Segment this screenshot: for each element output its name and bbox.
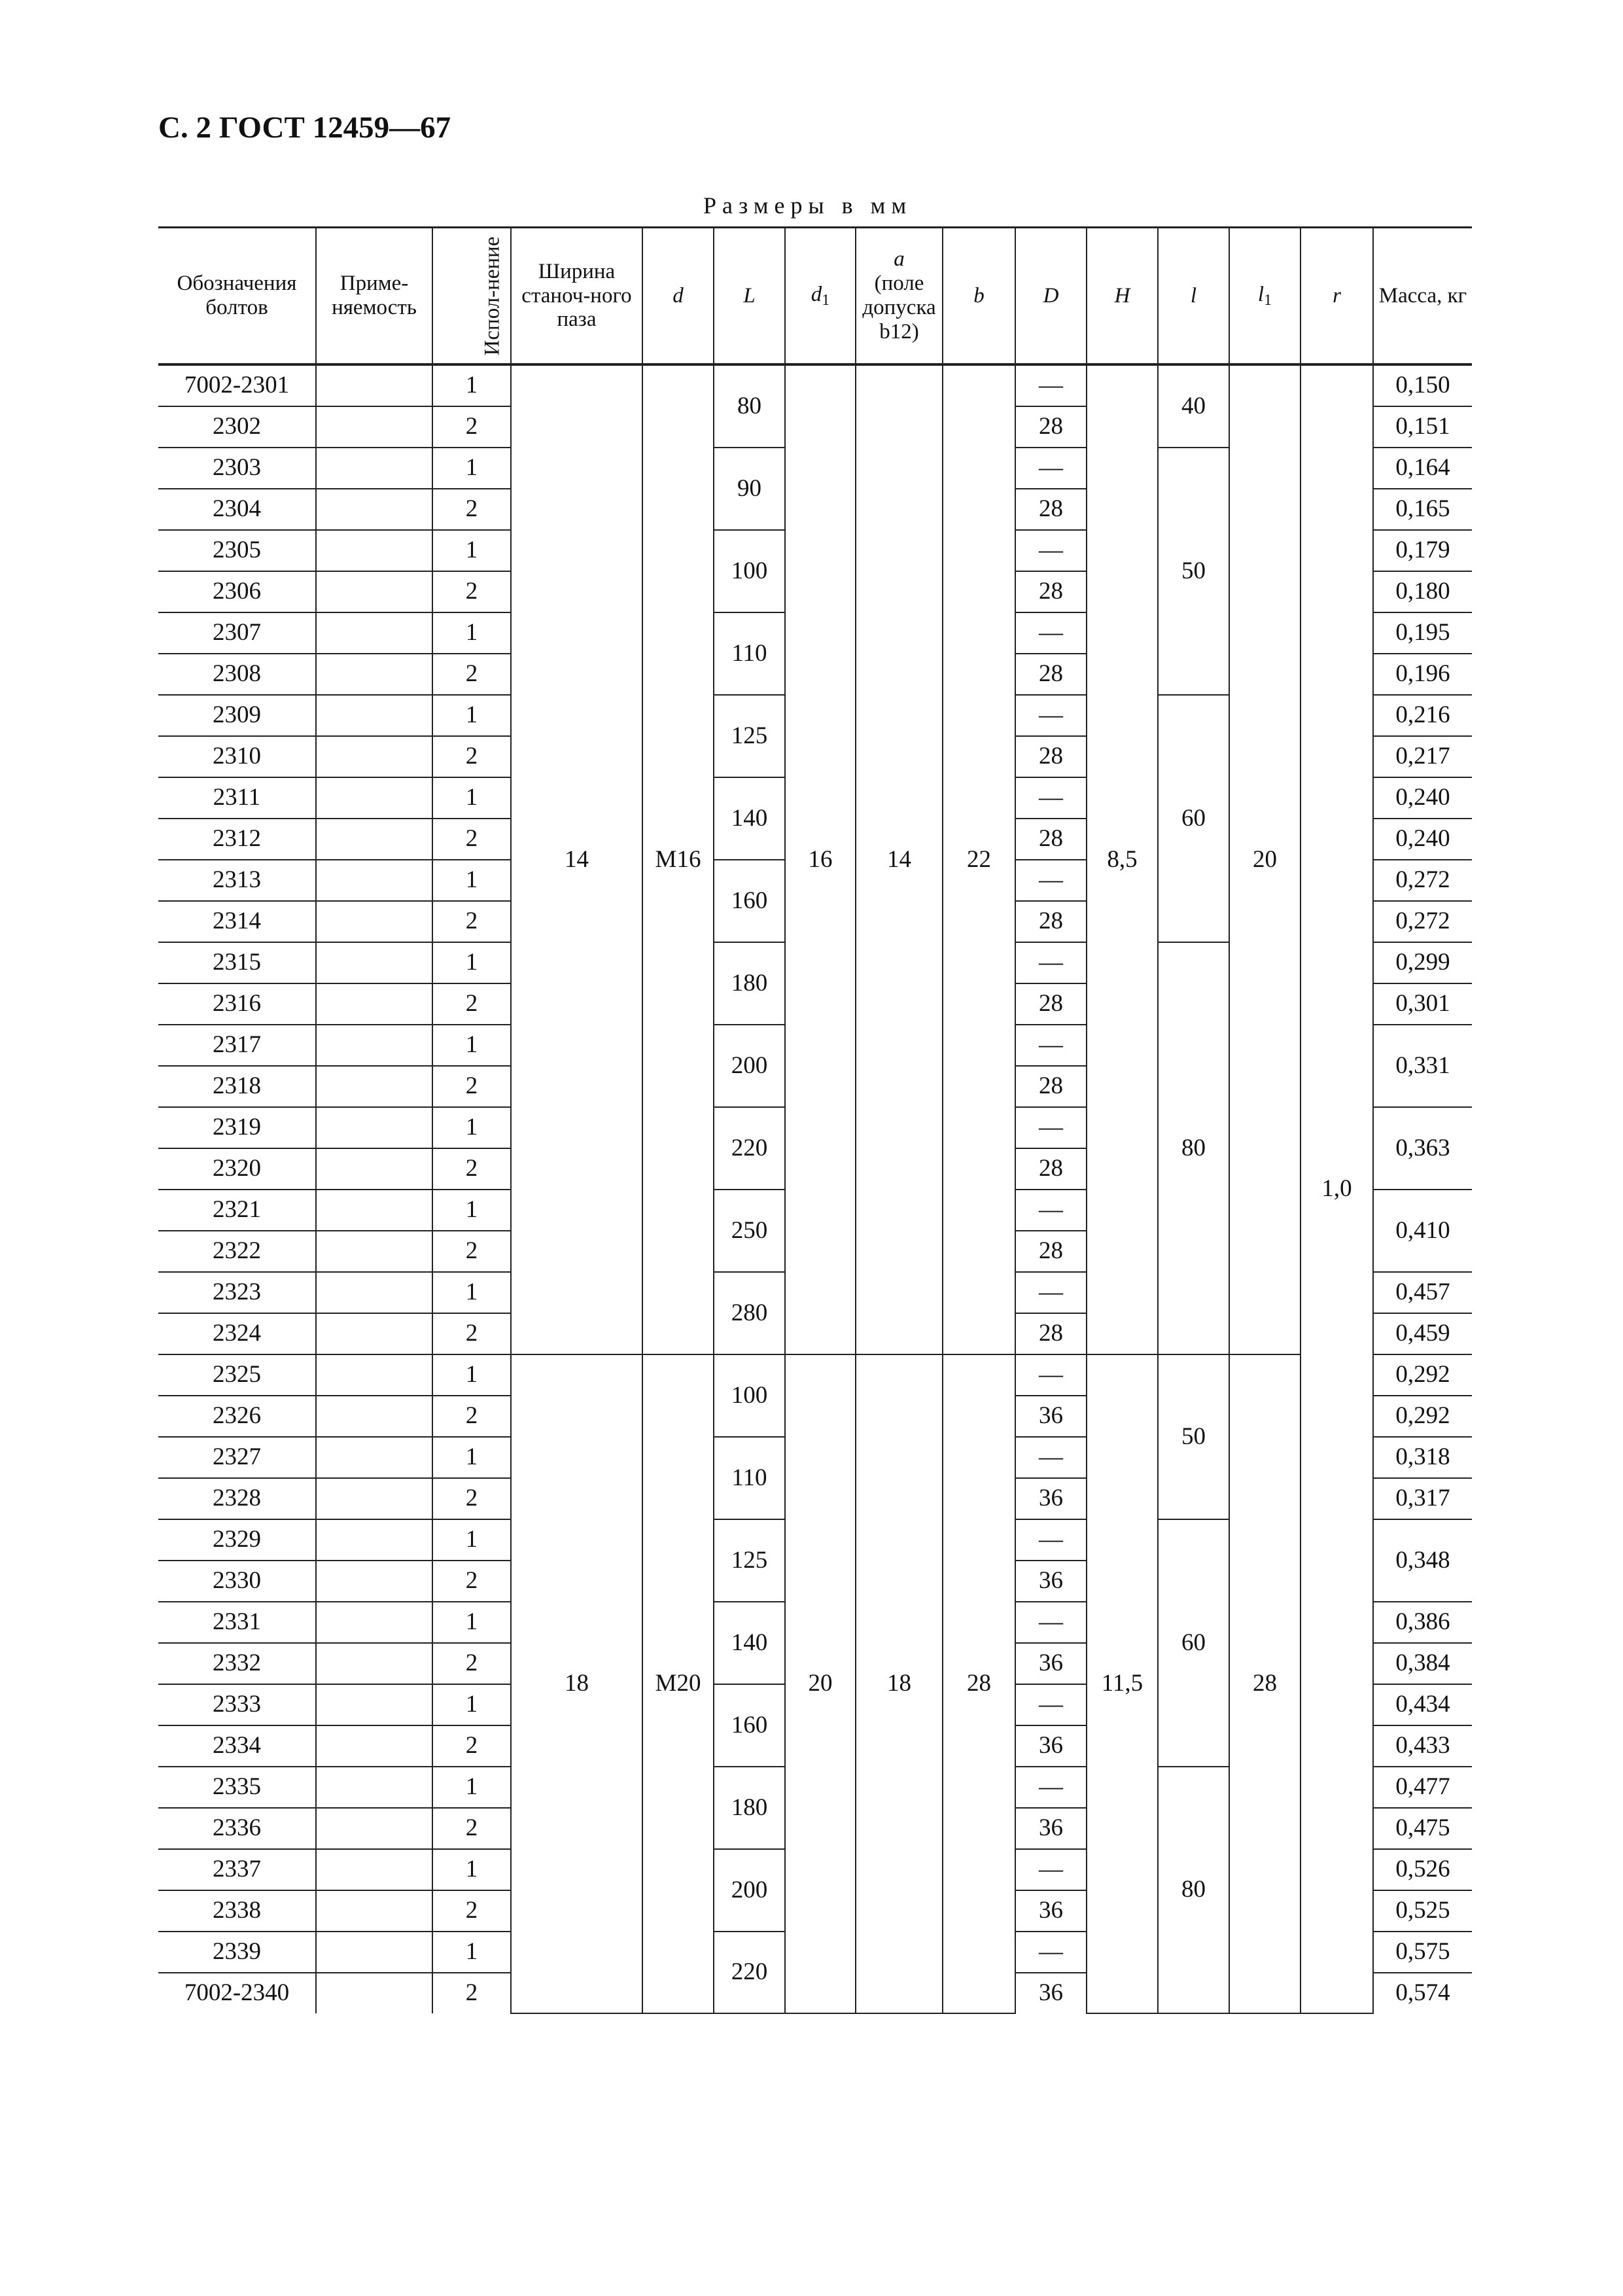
- header-mass: Масса, кг: [1373, 228, 1472, 365]
- cell-D: 28: [1015, 1148, 1087, 1190]
- cell-mass: 0,272: [1373, 901, 1472, 942]
- cell-designation: 2339: [158, 1932, 316, 1973]
- cell-D: —: [1015, 860, 1087, 901]
- cell-D: 36: [1015, 1890, 1087, 1932]
- header-slot-width: Ширина станоч-ного паза: [511, 228, 642, 365]
- cell-applicability: [316, 1478, 432, 1519]
- cell-version: 2: [432, 406, 511, 448]
- cell-mass: 0,386: [1373, 1602, 1472, 1643]
- cell-mass: 0,574: [1373, 1973, 1472, 2013]
- header-a: [856, 228, 943, 365]
- cell-D: —: [1015, 1932, 1087, 1973]
- cell-version: 2: [432, 571, 511, 612]
- cell-version: 2: [432, 1478, 511, 1519]
- cell-version: 1: [432, 364, 511, 406]
- cell-mass: 0,216: [1373, 695, 1472, 736]
- cell-d: M16: [642, 364, 714, 1354]
- cell-b: 22: [943, 364, 1015, 1354]
- cell-mass: 0,459: [1373, 1313, 1472, 1354]
- cell-applicability: [316, 1066, 432, 1107]
- cell-designation: 2325: [158, 1354, 316, 1396]
- cell-designation: 2319: [158, 1107, 316, 1148]
- cell-designation: 7002-2301: [158, 364, 316, 406]
- cell-mass: 0,526: [1373, 1849, 1472, 1890]
- cell-applicability: [316, 819, 432, 860]
- cell-applicability: [316, 1519, 432, 1561]
- cell-D: 28: [1015, 1231, 1087, 1272]
- cell-D: 28: [1015, 1313, 1087, 1354]
- cell-d1: 20: [785, 1354, 856, 2013]
- cell-mass: 0,384: [1373, 1643, 1472, 1684]
- cell-version: 1: [432, 448, 511, 489]
- cell-mass: 0,348: [1373, 1519, 1472, 1602]
- cell-L: 110: [714, 612, 785, 695]
- cell-mass: 0,457: [1373, 1272, 1472, 1313]
- cell-D: 28: [1015, 489, 1087, 530]
- cell-D: —: [1015, 530, 1087, 571]
- cell-applicability: [316, 1561, 432, 1602]
- cell-l: 60: [1158, 1519, 1229, 1767]
- cell-applicability: [316, 1725, 432, 1767]
- cell-applicability: [316, 1231, 432, 1272]
- cell-designation: 2305: [158, 530, 316, 571]
- cell-applicability: [316, 1684, 432, 1725]
- cell-version: 2: [432, 819, 511, 860]
- cell-designation: 2337: [158, 1849, 316, 1890]
- header-H: [1087, 228, 1158, 365]
- cell-version: 2: [432, 983, 511, 1025]
- cell-applicability: [316, 1767, 432, 1808]
- cell-D: —: [1015, 777, 1087, 819]
- cell-version: 1: [432, 1272, 511, 1313]
- header-l1: [1229, 228, 1300, 365]
- cell-D: 36: [1015, 1973, 1087, 2013]
- cell-mass: 0,165: [1373, 489, 1472, 530]
- cell-designation: 2322: [158, 1231, 316, 1272]
- cell-applicability: [316, 777, 432, 819]
- cell-version: 1: [432, 695, 511, 736]
- cell-version: 1: [432, 1602, 511, 1643]
- cell-D: —: [1015, 1190, 1087, 1231]
- cell-mass: 0,363: [1373, 1107, 1472, 1190]
- cell-designation: 2326: [158, 1396, 316, 1437]
- cell-version: 1: [432, 942, 511, 983]
- cell-version: 2: [432, 1973, 511, 2013]
- cell-mass: 0,317: [1373, 1478, 1472, 1519]
- cell-l: 40: [1158, 364, 1229, 448]
- cell-mass: 0,180: [1373, 571, 1472, 612]
- cell-designation: 2318: [158, 1066, 316, 1107]
- cell-designation: 2316: [158, 983, 316, 1025]
- cell-mass: 0,477: [1373, 1767, 1472, 1808]
- cell-version: 2: [432, 654, 511, 695]
- cell-designation: 2331: [158, 1602, 316, 1643]
- cell-mass: 0,150: [1373, 364, 1472, 406]
- cell-L: 140: [714, 777, 785, 860]
- cell-D: —: [1015, 1272, 1087, 1313]
- cell-version: 1: [432, 1437, 511, 1478]
- cell-designation: 2334: [158, 1725, 316, 1767]
- cell-version: 2: [432, 901, 511, 942]
- cell-D: —: [1015, 448, 1087, 489]
- cell-l: 80: [1158, 942, 1229, 1354]
- header-b-label: b: [973, 283, 985, 308]
- cell-L: 180: [714, 942, 785, 1025]
- cell-applicability: [316, 1602, 432, 1643]
- cell-L: 125: [714, 1519, 785, 1602]
- cell-designation: 2324: [158, 1313, 316, 1354]
- header-D: [1015, 228, 1087, 365]
- cell-D: —: [1015, 1437, 1087, 1478]
- cell-l1: 20: [1229, 364, 1300, 1354]
- cell-D: —: [1015, 1849, 1087, 1890]
- table-row: [158, 364, 1472, 406]
- table-header-row: [158, 228, 1472, 365]
- header-r: [1300, 228, 1373, 365]
- cell-designation: 2338: [158, 1890, 316, 1932]
- cell-D: 36: [1015, 1396, 1087, 1437]
- cell-applicability: [316, 1932, 432, 1973]
- cell-designation: 2304: [158, 489, 316, 530]
- cell-L: 100: [714, 530, 785, 612]
- cell-L: 200: [714, 1849, 785, 1932]
- cell-applicability: [316, 901, 432, 942]
- cell-D: 36: [1015, 1478, 1087, 1519]
- cell-applicability: [316, 530, 432, 571]
- cell-applicability: [316, 1808, 432, 1849]
- cell-mass: 0,575: [1373, 1932, 1472, 1973]
- cell-D: —: [1015, 1025, 1087, 1066]
- cell-version: 2: [432, 1561, 511, 1602]
- cell-applicability: [316, 1025, 432, 1066]
- cell-version: 1: [432, 860, 511, 901]
- cell-applicability: [316, 364, 432, 406]
- header-r-label: r: [1333, 283, 1341, 308]
- units-caption: Размеры в мм: [703, 192, 913, 219]
- header-L: [714, 228, 785, 365]
- cell-designation: 2311: [158, 777, 316, 819]
- cell-designation: 2328: [158, 1478, 316, 1519]
- cell-applicability: [316, 571, 432, 612]
- cell-designation: 2307: [158, 612, 316, 654]
- cell-mass: 0,525: [1373, 1890, 1472, 1932]
- cell-mass: 0,292: [1373, 1396, 1472, 1437]
- cell-D: —: [1015, 364, 1087, 406]
- cell-designation: 2314: [158, 901, 316, 942]
- cell-version: 1: [432, 1767, 511, 1808]
- cell-D: 36: [1015, 1808, 1087, 1849]
- cell-D: 36: [1015, 1643, 1087, 1684]
- cell-L: 90: [714, 448, 785, 530]
- cell-D: 28: [1015, 983, 1087, 1025]
- cell-mass: 0,240: [1373, 819, 1472, 860]
- cell-version: 1: [432, 1354, 511, 1396]
- header-a-label: a: [894, 247, 905, 272]
- header-d1-subscript: 1: [822, 291, 830, 309]
- cell-version: 1: [432, 1190, 511, 1231]
- header-l1-label: l: [1257, 282, 1265, 306]
- cell-designation: 2306: [158, 571, 316, 612]
- header-version: [432, 228, 511, 365]
- cell-a: 18: [856, 1354, 943, 2013]
- cell-version: 2: [432, 1643, 511, 1684]
- cell-designation: 2309: [158, 695, 316, 736]
- header-applicability: Приме-няемость: [316, 228, 432, 365]
- cell-applicability: [316, 448, 432, 489]
- cell-d1: 16: [785, 364, 856, 1354]
- cell-l1: 28: [1229, 1354, 1300, 2013]
- cell-mass: 0,331: [1373, 1025, 1472, 1107]
- table-body: [158, 364, 1472, 2013]
- cell-version: 1: [432, 1519, 511, 1561]
- cell-mass: 0,164: [1373, 448, 1472, 489]
- cell-mass: 0,475: [1373, 1808, 1472, 1849]
- cell-version: 1: [432, 1684, 511, 1725]
- cell-L: 280: [714, 1272, 785, 1354]
- cell-L: 110: [714, 1437, 785, 1519]
- cell-designation: 2327: [158, 1437, 316, 1478]
- cell-applicability: [316, 1849, 432, 1890]
- cell-L: 140: [714, 1602, 785, 1684]
- cell-designation: 2335: [158, 1767, 316, 1808]
- cell-D: 28: [1015, 1066, 1087, 1107]
- cell-H: 11,5: [1087, 1354, 1158, 2013]
- cell-slot-width: 14: [511, 364, 642, 1354]
- header-d-label: d: [672, 283, 684, 308]
- header-d: [642, 228, 714, 365]
- cell-designation: 2310: [158, 736, 316, 777]
- cell-D: —: [1015, 1767, 1087, 1808]
- header-d1: [785, 228, 856, 365]
- cell-D: —: [1015, 695, 1087, 736]
- cell-r: 1,0: [1300, 364, 1373, 2013]
- cell-designation: 2313: [158, 860, 316, 901]
- header-l1-subscript: 1: [1264, 291, 1272, 309]
- cell-designation: 2323: [158, 1272, 316, 1313]
- cell-b: 28: [943, 1354, 1015, 2013]
- cell-l: 80: [1158, 1767, 1229, 2013]
- cell-l: 50: [1158, 1354, 1229, 1519]
- cell-applicability: [316, 1396, 432, 1437]
- cell-designation: 2303: [158, 448, 316, 489]
- cell-version: 2: [432, 1725, 511, 1767]
- header-version-label: Испол-нение: [480, 236, 504, 355]
- cell-version: 1: [432, 1107, 511, 1148]
- cell-version: 1: [432, 530, 511, 571]
- cell-D: 28: [1015, 406, 1087, 448]
- cell-applicability: [316, 1890, 432, 1932]
- cell-designation: 2312: [158, 819, 316, 860]
- cell-applicability: [316, 942, 432, 983]
- cell-D: —: [1015, 1519, 1087, 1561]
- cell-D: 28: [1015, 901, 1087, 942]
- cell-H: 8,5: [1087, 364, 1158, 1354]
- cell-designation: 2333: [158, 1684, 316, 1725]
- page-title: С. 2 ГОСТ 12459—67: [158, 111, 451, 145]
- cell-version: 1: [432, 1849, 511, 1890]
- cell-mass: 0,240: [1373, 777, 1472, 819]
- cell-designation: 2321: [158, 1190, 316, 1231]
- cell-applicability: [316, 860, 432, 901]
- cell-mass: 0,272: [1373, 860, 1472, 901]
- cell-D: 28: [1015, 736, 1087, 777]
- cell-mass: 0,195: [1373, 612, 1472, 654]
- cell-L: 180: [714, 1767, 785, 1849]
- cell-mass: 0,292: [1373, 1354, 1472, 1396]
- header-H-label: H: [1114, 283, 1130, 308]
- header-d1-label: d: [811, 282, 822, 306]
- cell-slot-width: 18: [511, 1354, 642, 2013]
- header-b: [943, 228, 1015, 365]
- cell-version: 1: [432, 777, 511, 819]
- cell-applicability: [316, 612, 432, 654]
- cell-version: 2: [432, 1066, 511, 1107]
- cell-D: 36: [1015, 1561, 1087, 1602]
- cell-L: 200: [714, 1025, 785, 1107]
- cell-mass: 0,433: [1373, 1725, 1472, 1767]
- cell-designation: 2302: [158, 406, 316, 448]
- cell-designation: 2336: [158, 1808, 316, 1849]
- cell-applicability: [316, 1973, 432, 2013]
- cell-version: 2: [432, 1808, 511, 1849]
- cell-L: 125: [714, 695, 785, 777]
- cell-D: —: [1015, 1602, 1087, 1643]
- bolt-dimensions-table: [158, 226, 1472, 2014]
- cell-version: 2: [432, 1396, 511, 1437]
- cell-d: M20: [642, 1354, 714, 2013]
- cell-L: 160: [714, 860, 785, 942]
- cell-applicability: [316, 654, 432, 695]
- cell-applicability: [316, 736, 432, 777]
- cell-mass: 0,217: [1373, 736, 1472, 777]
- cell-designation: 2320: [158, 1148, 316, 1190]
- cell-applicability: [316, 1107, 432, 1148]
- cell-designation: 2329: [158, 1519, 316, 1561]
- cell-designation: 2308: [158, 654, 316, 695]
- cell-D: —: [1015, 1684, 1087, 1725]
- cell-applicability: [316, 489, 432, 530]
- header-L-label: L: [743, 283, 756, 308]
- cell-L: 100: [714, 1354, 785, 1437]
- cell-D: —: [1015, 1107, 1087, 1148]
- cell-designation: 2332: [158, 1643, 316, 1684]
- cell-L: 160: [714, 1684, 785, 1767]
- cell-applicability: [316, 983, 432, 1025]
- cell-version: 1: [432, 612, 511, 654]
- cell-applicability: [316, 695, 432, 736]
- cell-mass: 0,151: [1373, 406, 1472, 448]
- cell-applicability: [316, 1272, 432, 1313]
- cell-l: 60: [1158, 695, 1229, 942]
- cell-designation: 2330: [158, 1561, 316, 1602]
- cell-designation: 2317: [158, 1025, 316, 1066]
- cell-D: 28: [1015, 571, 1087, 612]
- cell-applicability: [316, 1190, 432, 1231]
- cell-l: 50: [1158, 448, 1229, 695]
- cell-version: 2: [432, 1890, 511, 1932]
- cell-version: 2: [432, 1148, 511, 1190]
- cell-D: —: [1015, 1354, 1087, 1396]
- header-designation: Обозначения болтов: [158, 228, 316, 365]
- cell-mass: 0,299: [1373, 942, 1472, 983]
- cell-designation: 7002-2340: [158, 1973, 316, 2013]
- cell-mass: 0,301: [1373, 983, 1472, 1025]
- header-a-tolerance: (поле допуска b12): [862, 272, 936, 344]
- cell-mass: 0,196: [1373, 654, 1472, 695]
- cell-L: 250: [714, 1190, 785, 1272]
- cell-version: 2: [432, 1231, 511, 1272]
- cell-applicability: [316, 1354, 432, 1396]
- cell-mass: 0,179: [1373, 530, 1472, 571]
- cell-version: 1: [432, 1025, 511, 1066]
- cell-D: 36: [1015, 1725, 1087, 1767]
- header-l-label: l: [1190, 283, 1197, 308]
- cell-D: —: [1015, 942, 1087, 983]
- cell-applicability: [316, 1148, 432, 1190]
- cell-L: 80: [714, 364, 785, 448]
- cell-D: —: [1015, 612, 1087, 654]
- cell-L: 220: [714, 1107, 785, 1190]
- cell-mass: 0,318: [1373, 1437, 1472, 1478]
- cell-designation: 2315: [158, 942, 316, 983]
- header-D-label: D: [1043, 283, 1059, 308]
- cell-applicability: [316, 406, 432, 448]
- cell-version: 1: [432, 1932, 511, 1973]
- cell-version: 2: [432, 736, 511, 777]
- cell-applicability: [316, 1643, 432, 1684]
- table-row: [158, 1354, 1472, 1396]
- cell-mass: 0,410: [1373, 1190, 1472, 1272]
- cell-D: 28: [1015, 654, 1087, 695]
- cell-L: 220: [714, 1932, 785, 2013]
- cell-a: 14: [856, 364, 943, 1354]
- cell-applicability: [316, 1313, 432, 1354]
- cell-D: 28: [1015, 819, 1087, 860]
- cell-version: 2: [432, 1313, 511, 1354]
- cell-mass: 0,434: [1373, 1684, 1472, 1725]
- cell-applicability: [316, 1437, 432, 1478]
- header-l: [1158, 228, 1229, 365]
- cell-version: 2: [432, 489, 511, 530]
